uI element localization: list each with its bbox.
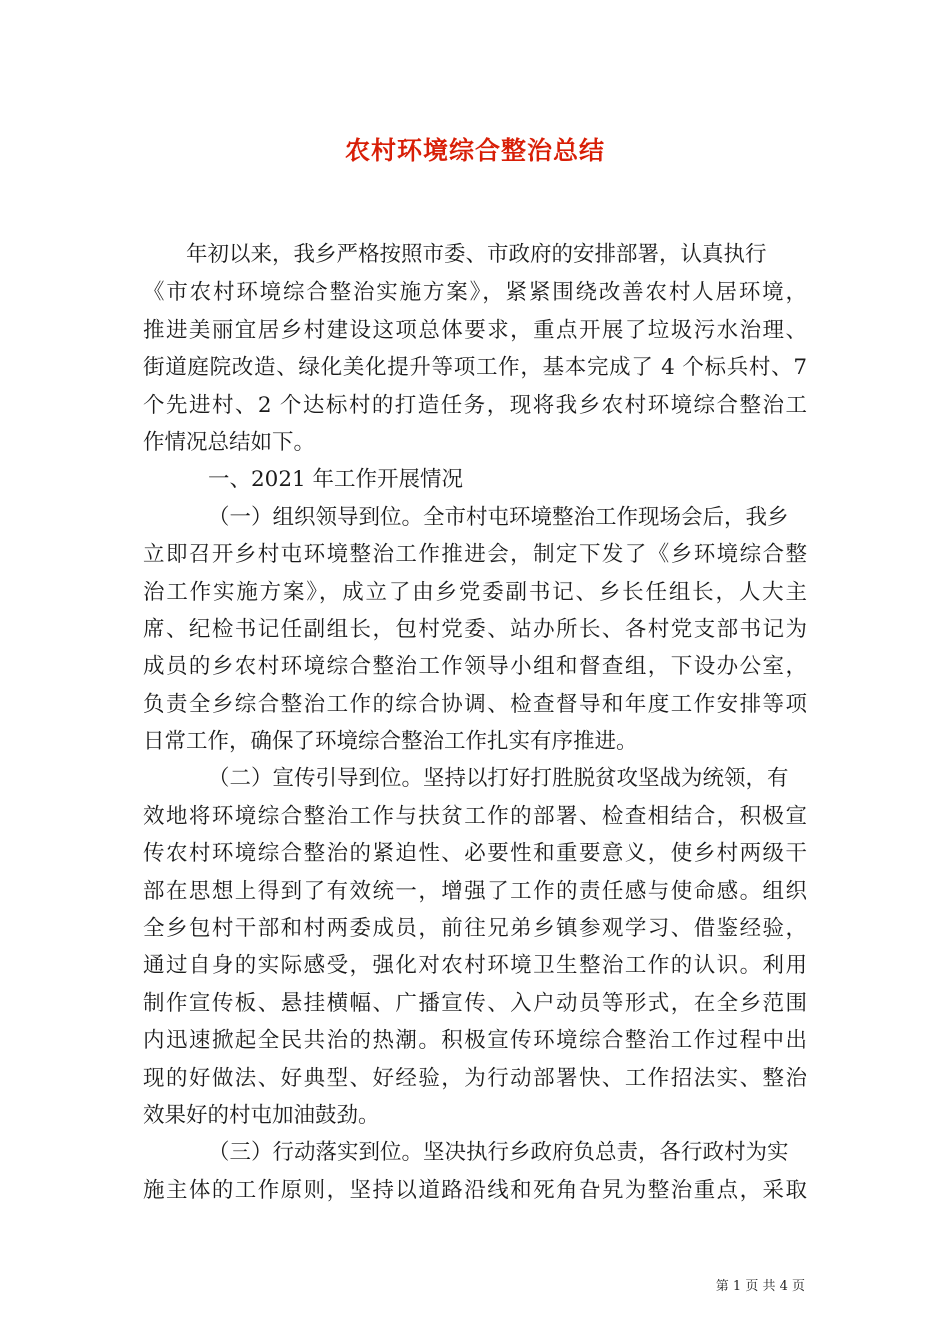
- paragraph-line: 现的好做法、好典型、好经验，为行动部署快、工作招法实、整治: [143, 1066, 807, 1091]
- paragraph-line: 年初以来，我乡严格按照市委、市政府的安排部署，认真执行: [186, 242, 767, 267]
- paragraph-line: 作情况总结如下。: [143, 430, 316, 455]
- paragraph-line: 施主体的工作原则，坚持以道路沿线和死角旮旯为整治重点，采取: [143, 1178, 807, 1203]
- paragraph-line: （二）宣传引导到位。坚持以打好打胜脱贫攻坚战为统领，有: [208, 766, 789, 791]
- paragraph-line: 推进美丽宜居乡村建设这项总体要求，重点开展了垃圾污水治理、: [143, 318, 807, 343]
- paragraph-line: （三）行动落实到位。坚决执行乡政府负总责，各行政村为实: [208, 1140, 789, 1165]
- paragraph-line: （一）组织领导到位。全市村屯环境整治工作现场会后，我乡: [208, 505, 789, 530]
- paragraph-line: 全乡包村干部和村两委成员，前往兄弟乡镇参观学习、借鉴经验，: [143, 916, 807, 941]
- page-number: 第 1 页 共 4 页: [715, 1279, 805, 1294]
- paragraph-line: 成员的乡农村环境综合整治工作领导小组和督查组，下设办公室，: [143, 654, 807, 679]
- paragraph-line: 席、纪检书记任副组长，包村党委、站办所长、各村党支部书记为: [143, 617, 807, 642]
- paragraph-line: 传农村环境综合整治的紧迫性、必要性和重要意义，使乡村两级干: [143, 841, 807, 866]
- section-heading: 一、2021 年工作开展情况: [208, 467, 464, 492]
- paragraph-line: 效果好的村屯加油鼓劲。: [143, 1103, 380, 1128]
- paragraph-line: 通过自身的实际感受，强化对农村环境卫生整治工作的认识。利用: [143, 953, 807, 978]
- paragraph-line: 街道庭院改造、绿化美化提升等项工作，基本完成了 4 个标兵村、7: [143, 355, 807, 380]
- document-title: 农村环境综合整治总结: [344, 136, 605, 165]
- paragraph-line: 部在思想上得到了有效统一，增强了工作的责任感与使命感。组织: [143, 879, 807, 904]
- paragraph-line: 立即召开乡村屯环境整治工作推进会，制定下发了《乡环境综合整: [143, 542, 807, 567]
- paragraph-line: 个先进村、2 个达标村的打造任务，现将我乡农村环境综合整治工: [143, 393, 807, 418]
- paragraph-line: 效地将环境综合整治工作与扶贫工作的部署、检查相结合，积极宣: [143, 804, 807, 829]
- paragraph-line: 制作宣传板、悬挂横幅、广播宣传、入户动员等形式，在全乡范围: [143, 991, 807, 1016]
- paragraph-line: 《市农村环境综合整治实施方案》，紧紧围绕改善农村人居环境，: [143, 280, 807, 305]
- paragraph-line: 内迅速掀起全民共治的热潮。积极宣传环境综合整治工作过程中出: [143, 1028, 807, 1053]
- paragraph-line: 日常工作，确保了环境综合整治工作扎实有序推进。: [143, 729, 638, 754]
- paragraph-line: 负责全乡综合整治工作的综合协调、检查督导和年度工作安排等项: [143, 692, 807, 717]
- paragraph-line: 治工作实施方案》，成立了由乡党委副书记、乡长任组长，人大主: [143, 580, 807, 605]
